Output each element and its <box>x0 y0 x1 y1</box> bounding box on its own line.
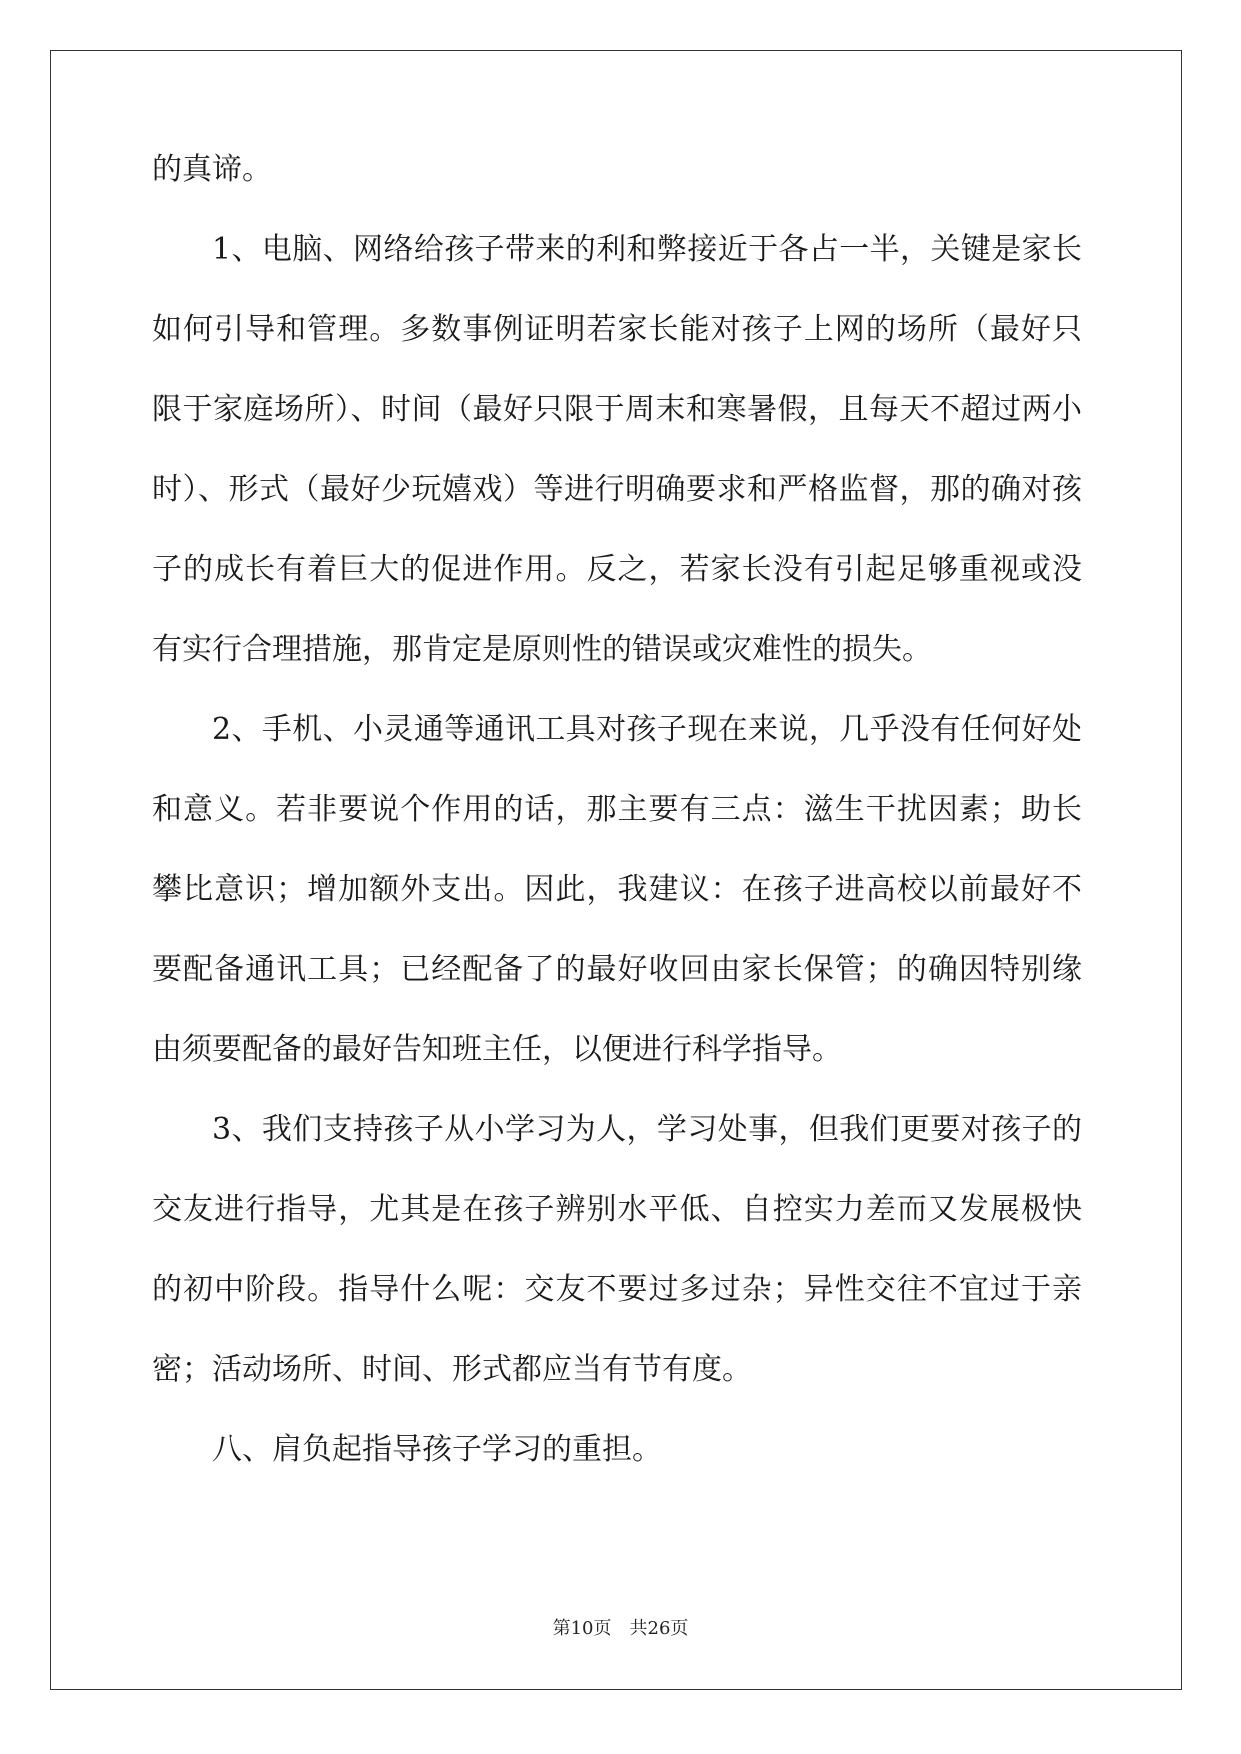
text-line: 如何引导和管理。多数事例证明若家长能对孩子上网的场所（最好只 <box>152 312 1082 347</box>
text-line: 限于家庭场所）、时间（最好只限于周末和寒暑假，且每天不超过两小 <box>152 392 1082 427</box>
text-line: 八、肩负起指导孩子学习的重担。 <box>212 1432 662 1467</box>
text-line: 交友进行指导，尤其是在孩子辨别水平低、自控实力差而又发展极快 <box>152 1192 1082 1227</box>
text-line: 的真谛。 <box>152 152 272 187</box>
page-footer: 第10页 共26页 <box>552 1618 689 1639</box>
text-line: 攀比意识；增加额外支出。因此，我建议：在孩子进高校以前最好不 <box>152 872 1082 907</box>
text-line: 由须要配备的最好告知班主任，以便进行科学指导。 <box>152 1032 842 1067</box>
text-line: 和意义。若非要说个作用的话，那主要有三点：滋生干扰因素；助长 <box>152 792 1082 827</box>
text-line: 3、我们支持孩子从小学习为人，学习处事，但我们更要对孩子的 <box>212 1112 1082 1147</box>
text-line: 的初中阶段。指导什么呢：交友不要过多过杂；异性交往不宜过于亲 <box>152 1272 1082 1307</box>
text-line: 要配备通讯工具；已经配备了的最好收回由家长保管；的确因特别缘 <box>152 952 1082 987</box>
text-line: 2、手机、小灵通等通讯工具对孩子现在来说，几乎没有任何好处 <box>212 712 1082 747</box>
text-line: 密；活动场所、时间、形式都应当有节有度。 <box>152 1352 752 1387</box>
text-line: 子的成长有着巨大的促进作用。反之，若家长没有引起足够重视或没 <box>152 552 1082 587</box>
document-body <box>152 152 1082 1515</box>
text-line: 有实行合理措施，那肯定是原则性的错误或灾难性的损失。 <box>152 632 932 667</box>
text-line: 1、电脑、网络给孩子带来的利和弊接近于各占一半，关键是家长 <box>212 232 1082 267</box>
text-line: 时）、形式（最好少玩嬉戏）等进行明确要求和严格监督，那的确对孩 <box>152 472 1082 507</box>
